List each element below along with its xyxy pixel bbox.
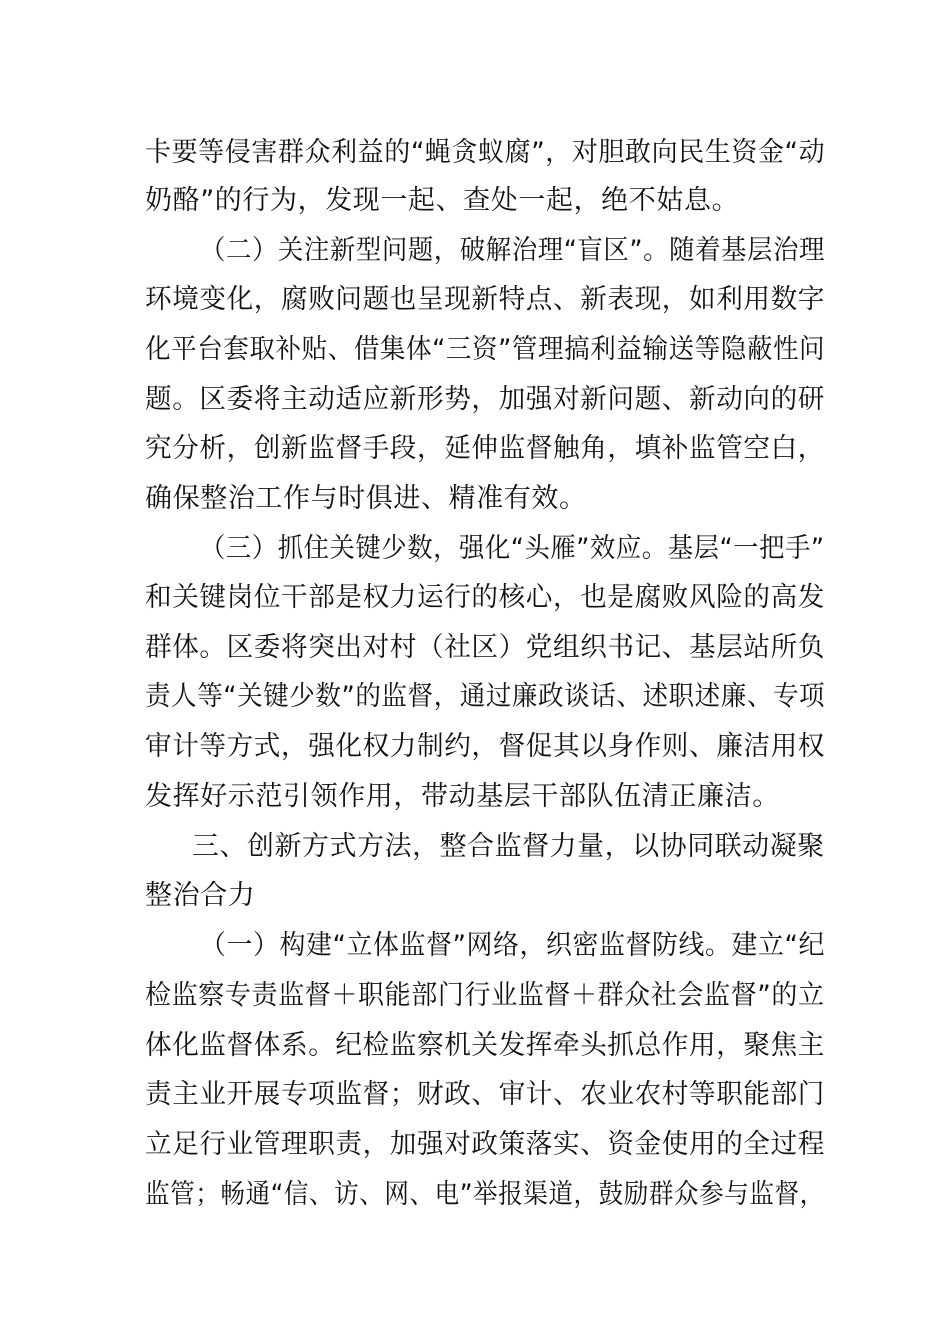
text-line: 和关键岗位干部是权力运行的核心，也是腐败风险的高发 bbox=[145, 582, 825, 613]
paragraph-start-line: （二）关注新型问题，破解治理“盲区”。随着基层治理 bbox=[200, 235, 825, 266]
text-line: 监管；畅通“信、访、网、电”举报渠道，鼓励群众参与监督， bbox=[145, 1179, 825, 1210]
text-line: 检监察专责监督＋职能部门行业监督＋群众社会监督”的立 bbox=[145, 980, 825, 1011]
text-line: 卡要等侵害群众利益的“蝇贪蚁腐”，对胆敢向民生资金“动 bbox=[145, 137, 826, 168]
text-line: 题。区委将主动适应新形势，加强对新问题、新动向的研 bbox=[145, 384, 825, 415]
paragraph-start-line: （三）抓住关键少数，强化“头雁”效应。基层“一把手” bbox=[200, 533, 825, 564]
text-line: 责人等“关键少数”的监督，通过廉政谈话、述职述廉、专项 bbox=[145, 681, 826, 712]
text-line: 体化监督体系。纪检监察机关发挥牵头抓总作用，聚焦主 bbox=[145, 1030, 825, 1061]
text-line: 环境变化，腐败问题也呈现新特点、新表现，如利用数字 bbox=[145, 284, 825, 315]
section-heading-line: 三、创新方式方法，整合监督力量，以协同联动凝聚 bbox=[192, 831, 825, 862]
text-line: 群体。区委将突出对村（社区）党组织书记、基层站所负 bbox=[145, 632, 825, 663]
text-line: 审计等方式，强化权力制约，督促其以身作则、廉洁用权 bbox=[145, 731, 825, 762]
text-line: 确保整治工作与时俱进、精准有效。 bbox=[145, 483, 587, 514]
text-line: 奶酪”的行为，发现一起、查处一起，绝不姑息。 bbox=[145, 185, 740, 216]
text-line: 发挥好示范引领作用，带动基层干部队伍清正廉洁。 bbox=[145, 781, 780, 812]
text-line: 化平台套取补贴、借集体“三资”管理搞利益输送等隐蔽性问 bbox=[145, 334, 826, 365]
paragraph-start-line: （一）构建“立体监督”网络，织密监督防线。建立“纪 bbox=[200, 930, 825, 961]
text-line: 立足行业管理职责，加强对政策落实、资金使用的全过程 bbox=[145, 1129, 825, 1160]
text-line: 究分析，创新监督手段，延伸监督触角，填补监管空白， bbox=[145, 433, 825, 464]
section-heading-line: 整治合力 bbox=[145, 880, 256, 911]
text-line: 责主业开展专项监督；财政、审计、农业农村等职能部门 bbox=[145, 1079, 825, 1110]
